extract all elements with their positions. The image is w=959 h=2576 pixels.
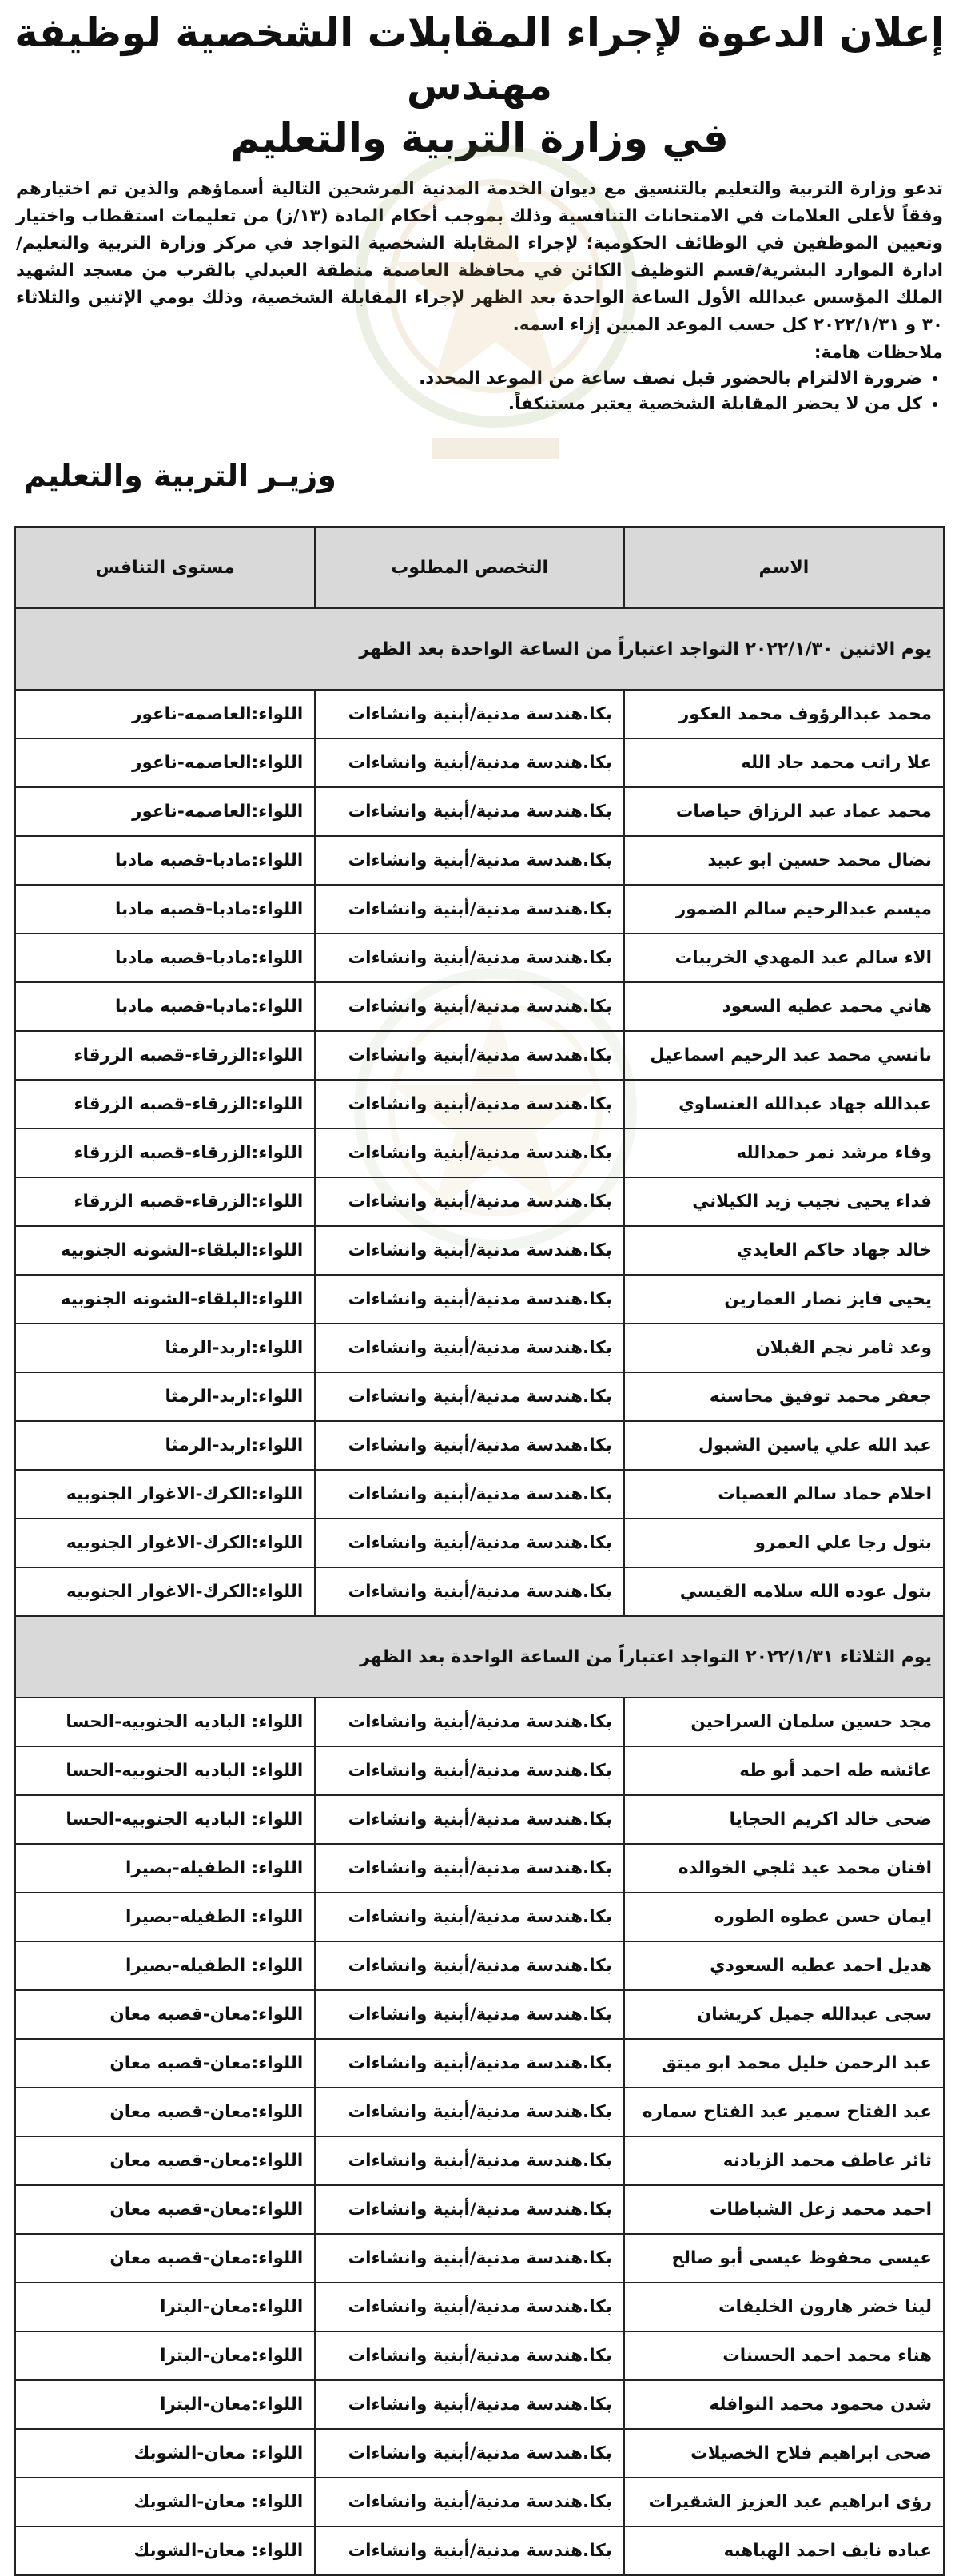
candidate-name-cell: جعفر محمد توفيق محاسنه: [624, 1372, 944, 1421]
candidate-name-cell: شدن محمود محمد النوافله: [624, 2380, 944, 2429]
competition-level-cell: اللواء:معان-البترا: [15, 2331, 315, 2380]
specialization-cell: بكا.هندسة مدنية/أبنية وانشاءات: [315, 2136, 624, 2185]
specialization-cell: بكا.هندسة مدنية/أبنية وانشاءات: [315, 2088, 624, 2136]
table-row: [15, 1470, 944, 1519]
candidate-name-cell: افنان محمد عيد ثلجي الخوالده: [624, 1844, 944, 1893]
candidate-name-cell: عباده نايف احمد الهباهبه: [624, 2526, 944, 2575]
competition-level-cell: اللواء: الباديه الجنوبيه-الحسا: [15, 1746, 315, 1795]
header-competition-level: مستوى التنافس: [15, 527, 315, 608]
title-line-2: في وزارة التربية والتعليم: [230, 115, 729, 161]
specialization-cell: بكا.هندسة مدنية/أبنية وانشاءات: [315, 1177, 624, 1226]
candidate-name-cell: عبدالله جهاد عبدالله العنساوي: [624, 1080, 944, 1129]
table-row: [15, 1031, 944, 1080]
competition-level-cell: اللواء: الباديه الجنوبيه-الحسا: [15, 1795, 315, 1844]
competition-level-cell: اللواء:اربد-الرمثا: [15, 1324, 315, 1372]
table-row: [15, 1275, 944, 1324]
candidate-name-cell: لينا خضر هارون الخليفات: [624, 2283, 944, 2331]
competition-level-cell: اللواء:مادبا-قصبه مادبا: [15, 836, 315, 885]
candidate-name-cell: عبد الله علي ياسين الشبول: [624, 1421, 944, 1470]
candidate-name-cell: رؤى ابراهيم عبد العزيز الشقيرات: [624, 2478, 944, 2526]
candidate-name-cell: ضحى ابراهيم فلاح الخصيلات: [624, 2429, 944, 2478]
header-specialization: التخصص المطلوب: [315, 527, 624, 608]
candidates-table: [14, 526, 945, 2576]
candidate-name-cell: احمد محمد زعل الشباطات: [624, 2185, 944, 2234]
competition-level-cell: اللواء:معان-البترا: [15, 2380, 315, 2429]
competition-level-cell: اللواء:الكرك-الاغوار الجنوبيه: [15, 1519, 315, 1567]
candidate-name-cell: نانسي محمد عبد الرحيم اسماعيل: [624, 1031, 944, 1080]
competition-level-cell: اللواء:العاصمه-ناعور: [15, 690, 315, 739]
competition-level-cell: اللواء: الطفيله-بصيرا: [15, 1941, 315, 1990]
table-row: [15, 1080, 944, 1129]
title-line-1: إعلان الدعوة لإجراء المقابلات الشخصية لوظيفة مهندس: [14, 10, 945, 109]
specialization-cell: بكا.هندسة مدنية/أبنية وانشاءات: [315, 1372, 624, 1421]
candidate-name-cell: محمد عبدالرؤوف محمد العكور: [624, 690, 944, 739]
section-title: يوم الثلاثاء ٢٠٢٢/١/٣١ التواجد اعتباراً من الساعة الواحدة بعد الظهر: [15, 1616, 944, 1698]
table-row: [15, 2526, 944, 2575]
candidate-name-cell: ايمان حسن عطوه الطوره: [624, 1893, 944, 1941]
specialization-cell: بكا.هندسة مدنية/أبنية وانشاءات: [315, 2478, 624, 2526]
table-row: [15, 1941, 944, 1990]
specialization-cell: بكا.هندسة مدنية/أبنية وانشاءات: [315, 982, 624, 1031]
table-row: [15, 2380, 944, 2429]
table-row: [15, 1795, 944, 1844]
candidate-name-cell: هاني محمد عطيه السعود: [624, 982, 944, 1031]
competition-level-cell: اللواء:العاصمه-ناعور: [15, 787, 315, 836]
header-name: الاسم: [624, 527, 944, 608]
specialization-cell: بكا.هندسة مدنية/أبنية وانشاءات: [315, 934, 624, 982]
table-row: [15, 739, 944, 787]
candidate-name-cell: ميسم عبدالرحيم سالم الضمور: [624, 885, 944, 934]
candidate-name-cell: خالد جهاد حاكم العايدي: [624, 1226, 944, 1275]
competition-level-cell: اللواء: معان-الشوبك: [15, 2478, 315, 2526]
specialization-cell: بكا.هندسة مدنية/أبنية وانشاءات: [315, 1324, 624, 1372]
specialization-cell: بكا.هندسة مدنية/أبنية وانشاءات: [315, 2234, 624, 2283]
competition-level-cell: اللواء:معان-قصبه معان: [15, 2185, 315, 2234]
table-row: [15, 2331, 944, 2380]
competition-level-cell: اللواء:الزرقاء-قصبه الزرقاء: [15, 1080, 315, 1129]
competition-level-cell: اللواء:الزرقاء-قصبه الزرقاء: [15, 1031, 315, 1080]
specialization-cell: بكا.هندسة مدنية/أبنية وانشاءات: [315, 739, 624, 787]
candidate-name-cell: ثائر عاطف محمد الزيادنه: [624, 2136, 944, 2185]
competition-level-cell: اللواء:البلقاء-الشونه الجنوبيه: [15, 1226, 315, 1275]
competition-level-cell: اللواء: معان-الشوبك: [15, 2526, 315, 2575]
competition-level-cell: اللواء: معان-الشوبك: [15, 2429, 315, 2478]
candidate-name-cell: احلام حماد سالم العصيات: [624, 1470, 944, 1519]
specialization-cell: بكا.هندسة مدنية/أبنية وانشاءات: [315, 1893, 624, 1941]
candidate-name-cell: هديل احمد عطيه السعودي: [624, 1941, 944, 1990]
specialization-cell: بكا.هندسة مدنية/أبنية وانشاءات: [315, 1519, 624, 1567]
table-row: [15, 1421, 944, 1470]
specialization-cell: بكا.هندسة مدنية/أبنية وانشاءات: [315, 690, 624, 739]
section-title: يوم الاثنين ٢٠٢٢/١/٣٠ التواجد اعتباراً من الساعة الواحدة بعد الظهر: [15, 608, 944, 690]
specialization-cell: بكا.هندسة مدنية/أبنية وانشاءات: [315, 2380, 624, 2429]
specialization-cell: بكا.هندسة مدنية/أبنية وانشاءات: [315, 2526, 624, 2575]
candidate-name-cell: ضحى خالد اكريم الحجايا: [624, 1795, 944, 1844]
table-row: [15, 787, 944, 836]
specialization-cell: بكا.هندسة مدنية/أبنية وانشاءات: [315, 1129, 624, 1177]
competition-level-cell: اللواء: الطفيله-بصيرا: [15, 1844, 315, 1893]
competition-level-cell: اللواء:معان-البترا: [15, 2283, 315, 2331]
specialization-cell: بكا.هندسة مدنية/أبنية وانشاءات: [315, 1844, 624, 1893]
section-row: [15, 1616, 944, 1698]
specialization-cell: بكا.هندسة مدنية/أبنية وانشاءات: [315, 2331, 624, 2380]
table-body: [15, 608, 944, 2575]
specialization-cell: بكا.هندسة مدنية/أبنية وانشاءات: [315, 2039, 624, 2088]
candidate-name-cell: علا راتب محمد جاد الله: [624, 739, 944, 787]
candidate-name-cell: وعد ثامر نجم القبلان: [624, 1324, 944, 1372]
signature-block: [0, 435, 959, 496]
signature-title: وزيـر التربية والتعليم: [24, 458, 336, 493]
note-item: • كل من لا يحضر المقابلة الشخصية يعتبر مستنكفاً.: [16, 392, 922, 417]
table-row: [15, 836, 944, 885]
competition-level-cell: اللواء:معان-قصبه معان: [15, 2039, 315, 2088]
competition-level-cell: اللواء:الكرك-الاغوار الجنوبيه: [15, 1567, 315, 1616]
table-row: [15, 934, 944, 982]
specialization-cell: بكا.هندسة مدنية/أبنية وانشاءات: [315, 1698, 624, 1746]
specialization-cell: بكا.هندسة مدنية/أبنية وانشاءات: [315, 1031, 624, 1080]
competition-level-cell: اللواء:معان-قصبه معان: [15, 2136, 315, 2185]
candidate-name-cell: بتول عوده الله سلامه القيسي: [624, 1567, 944, 1616]
competition-level-cell: اللواء:البلقاء-الشونه الجنوبيه: [15, 1275, 315, 1324]
specialization-cell: بكا.هندسة مدنية/أبنية وانشاءات: [315, 2429, 624, 2478]
specialization-cell: بكا.هندسة مدنية/أبنية وانشاءات: [315, 1990, 624, 2039]
specialization-cell: بكا.هندسة مدنية/أبنية وانشاءات: [315, 1795, 624, 1844]
table-row: [15, 1844, 944, 1893]
candidate-name-cell: عبد الرحمن خليل محمد ابو ميتق: [624, 2039, 944, 2088]
candidate-name-cell: فداء يحيى نجيب زيد الكيلاني: [624, 1177, 944, 1226]
table-row: [15, 690, 944, 739]
specialization-cell: بكا.هندسة مدنية/أبنية وانشاءات: [315, 2283, 624, 2331]
specialization-cell: بكا.هندسة مدنية/أبنية وانشاءات: [315, 1746, 624, 1795]
specialization-cell: بكا.هندسة مدنية/أبنية وانشاءات: [315, 1941, 624, 1990]
table-row: [15, 1893, 944, 1941]
section-row: [15, 608, 944, 690]
specialization-cell: بكا.هندسة مدنية/أبنية وانشاءات: [315, 836, 624, 885]
competition-level-cell: اللواء:مادبا-قصبه مادبا: [15, 885, 315, 934]
table-row: [15, 2234, 944, 2283]
table-row: [15, 2088, 944, 2136]
competition-level-cell: اللواء:اربد-الرمثا: [15, 1421, 315, 1470]
table-row: [15, 1372, 944, 1421]
table-row: [15, 2185, 944, 2234]
table-row: [15, 1519, 944, 1567]
table-row: [15, 2478, 944, 2526]
competition-level-cell: اللواء:العاصمه-ناعور: [15, 739, 315, 787]
specialization-cell: بكا.هندسة مدنية/أبنية وانشاءات: [315, 1080, 624, 1129]
competition-level-cell: اللواء:اربد-الرمثا: [15, 1372, 315, 1421]
specialization-cell: بكا.هندسة مدنية/أبنية وانشاءات: [315, 1226, 624, 1275]
candidate-name-cell: عبد الفتاح سمير عبد الفتاح سماره: [624, 2088, 944, 2136]
candidate-name-cell: الاء سالم عبد المهدي الخريبات: [624, 934, 944, 982]
competition-level-cell: اللواء:الزرقاء-قصبه الزرقاء: [15, 1177, 315, 1226]
candidate-name-cell: نضال محمد حسين ابو عبيد: [624, 836, 944, 885]
specialization-cell: بكا.هندسة مدنية/أبنية وانشاءات: [315, 2185, 624, 2234]
table-row: [15, 1698, 944, 1746]
table-row: [15, 2429, 944, 2478]
table-row: [15, 2039, 944, 2088]
page-title: [0, 6, 959, 165]
note-item: • ضرورة الالتزام بالحضور قبل نصف ساعة من الموعد المحدد.: [16, 366, 922, 392]
competition-level-cell: اللواء: الباديه الجنوبيه-الحسا: [15, 1698, 315, 1746]
notes-list: [16, 366, 940, 417]
competition-level-cell: اللواء: الطفيله-بصيرا: [15, 1893, 315, 1941]
candidate-name-cell: عيسى محفوظ عيسى أبو صالح: [624, 2234, 944, 2283]
table-row: [15, 1226, 944, 1275]
table-row: [15, 2283, 944, 2331]
specialization-cell: بكا.هندسة مدنية/أبنية وانشاءات: [315, 1567, 624, 1616]
table-row: [15, 1177, 944, 1226]
table-row: [15, 2136, 944, 2185]
table-row: [15, 885, 944, 934]
candidate-name-cell: يحيى فايز نصار العمارين: [624, 1275, 944, 1324]
specialization-cell: بكا.هندسة مدنية/أبنية وانشاءات: [315, 885, 624, 934]
specialization-cell: بكا.هندسة مدنية/أبنية وانشاءات: [315, 1421, 624, 1470]
notes-heading: ملاحظات هامة:: [814, 343, 943, 363]
competition-level-cell: اللواء:معان-قصبه معان: [15, 2088, 315, 2136]
table-row: [15, 1324, 944, 1372]
table-row: [15, 1746, 944, 1795]
competition-level-cell: اللواء:مادبا-قصبه مادبا: [15, 934, 315, 982]
table-row: [15, 1567, 944, 1616]
competition-level-cell: اللواء:معان-قصبه معان: [15, 2234, 315, 2283]
candidate-name-cell: عائشه طه احمد أبو طه: [624, 1746, 944, 1795]
table-row: [15, 1129, 944, 1177]
candidate-name-cell: سجى عبدالله جميل كريشان: [624, 1990, 944, 2039]
competition-level-cell: اللواء:الزرقاء-قصبه الزرقاء: [15, 1129, 315, 1177]
table-header-row: [15, 527, 944, 608]
specialization-cell: بكا.هندسة مدنية/أبنية وانشاءات: [315, 1275, 624, 1324]
candidate-name-cell: مجد حسين سلمان السراحين: [624, 1698, 944, 1746]
competition-level-cell: اللواء:معان-قصبه معان: [15, 1990, 315, 2039]
candidate-name-cell: هناء محمد احمد الحسنات: [624, 2331, 944, 2380]
intro-paragraph: تدعو وزارة التربية والتعليم بالتنسيق مع ديوان الخدمة المدنية المرشحين التالية أسماؤهم والذين تم اختيارهم وفقاً لأعلى العلامات في الامتحانات التنافسية وذلك بموجب أحكام المادة (١٣/ز) من تعليمات استقطاب واختيار وتعيين الموظفين في الوظائف الحكومية؛ لإجراء المقابلة الشخصية التواجد في مركز وزارة التربية والتعليم/ادارة الموارد البشرية/قسم التوظيف الكائن في محافظة العاصمة منطقة العبدلي بالقرب من مسجد الشهيد الملك المؤسس عبدالله الأول الساعة الواحدة بعد الظهر لإجراء المقابلة الشخصية، وذلك يومي الإثنين والثلاثاء ٣٠ و ٢٠٢٢/١/٣١ كل حسب الموعد المبين إزاء اسمه.: [16, 179, 943, 335]
announcement-page: [0, 6, 959, 2566]
competition-level-cell: اللواء:الكرك-الاغوار الجنوبيه: [15, 1470, 315, 1519]
candidate-name-cell: بتول رجا علي العمرو: [624, 1519, 944, 1567]
candidate-name-cell: محمد عماد عبد الرزاق حياصات: [624, 787, 944, 836]
specialization-cell: بكا.هندسة مدنية/أبنية وانشاءات: [315, 1470, 624, 1519]
candidate-name-cell: وفاء مرشد نمر حمدالله: [624, 1129, 944, 1177]
table-row: [15, 982, 944, 1031]
competition-level-cell: اللواء:مادبا-قصبه مادبا: [15, 982, 315, 1031]
specialization-cell: بكا.هندسة مدنية/أبنية وانشاءات: [315, 787, 624, 836]
table-row: [15, 1990, 944, 2039]
